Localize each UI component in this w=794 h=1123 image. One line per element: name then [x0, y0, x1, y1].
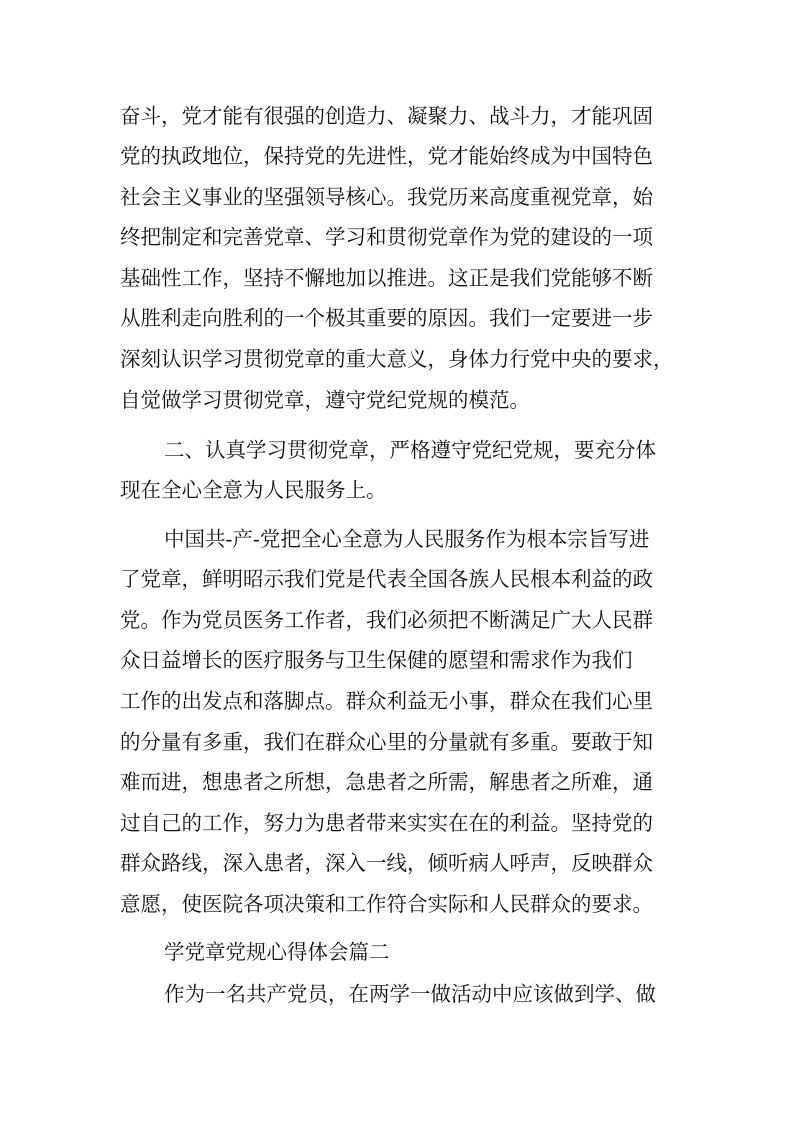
- text-line: 党。作为党员医务工作者，我们必须把不断满足广大人民群: [120, 608, 653, 632]
- text-line: 的分量有多重，我们在群众心里的分量就有多重。要敢于知: [120, 730, 653, 754]
- text-line: 从胜利走向胜利的一个极其重要的原因。我们一定要进一步: [120, 306, 653, 330]
- paragraph-start: 中国共-产-党把全心全意为人民服务作为根本宗旨写进: [164, 527, 650, 551]
- text-line: 基础性工作，坚持不懈地加以推进。这正是我们党能够不断: [120, 266, 653, 290]
- text-line: 了党章，鲜明昭示我们党是代表全国各族人民根本利益的政: [120, 567, 653, 591]
- text-line: 终把制定和完善党章、学习和贯彻党章作为党的建设的一项: [120, 225, 653, 249]
- paragraph-start: 作为一名共产党员，在两学一做活动中应该做到学、做: [164, 982, 656, 1006]
- text-line: 社会主义事业的坚强领导核心。我党历来高度重视党章，始: [120, 185, 653, 209]
- text-line: 难而进，想患者之所想，急患者之所需，解患者之所难，通: [120, 770, 653, 794]
- text-line: 工作的出发点和落脚点。群众利益无小事，群众在我们心里: [120, 689, 653, 713]
- text-line: 意愿，使医院各项决策和工作符合实际和人民群众的要求。: [120, 892, 653, 916]
- text-line: 奋斗，党才能有很强的创造力、凝聚力、战斗力，才能巩固: [120, 104, 653, 128]
- text-line: 自觉做学习贯彻党章，遵守党纪党规的模范。: [120, 388, 530, 412]
- text-line: 党的执政地位，保持党的先进性，党才能始终成为中国特色: [120, 144, 653, 168]
- section-title: 学党章党规心得体会篇二: [164, 940, 390, 964]
- text-line: 现在全心全意为人民服务上。: [120, 478, 387, 502]
- section-heading: 二、认真学习贯彻党章，严格遵守党纪党规，要充分体: [164, 438, 656, 462]
- text-line: 过自己的工作，努力为患者带来实实在在的利益。坚持党的: [120, 811, 653, 835]
- text-line: 群众路线，深入患者，深入一线，倾听病人呼声，反映群众: [120, 851, 653, 875]
- text-line: 深刻认识学习贯彻党章的重大意义，身体力行党中央的要求，: [120, 347, 674, 371]
- text-line: 众日益增长的医疗服务与卫生保健的愿望和需求作为我们: [120, 648, 633, 672]
